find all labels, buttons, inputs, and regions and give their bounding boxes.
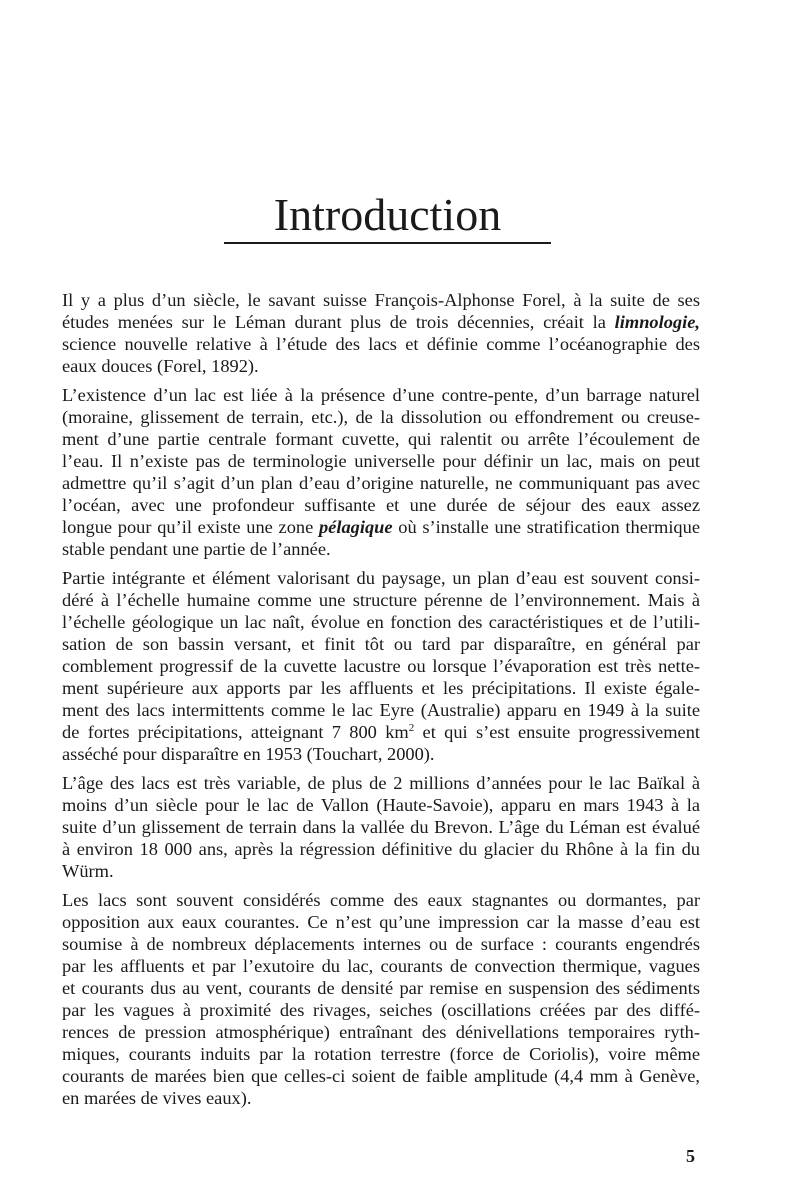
body-text <box>62 289 700 1116</box>
text-line: Würm. <box>62 861 114 881</box>
text-segment: où s’installe une stratification thermique <box>392 517 700 537</box>
text-segment: études menées sur le Léman durant plus de trois décennies, créait la <box>62 312 615 332</box>
text-line: l’océan, avec une profondeur suffisante et une durée de séjour des eaux assez <box>62 495 700 515</box>
text-line: L’existence d’un lac est liée à la présence d’une contre-pente, d’un barrage naturel <box>62 385 700 405</box>
text-line: stable pendant une partie de l’année. <box>62 539 331 559</box>
paragraph <box>62 889 700 1109</box>
text-line: l’eau. Il n’existe pas de terminologie universelle pour définir un lac, mais on peut <box>62 451 700 471</box>
text-line: moins d’un siècle pour le lac de Vallon (Haute-Savoie), apparu en mars 1943 à la <box>62 795 700 815</box>
emphasized-term: pélagique <box>318 517 393 537</box>
text-line <box>62 311 700 333</box>
text-line: en marées de vives eaux). <box>62 1088 252 1108</box>
text-line: l’échelle géologique un lac naît, évolue en fonction des caractéristiques et de l’utili- <box>62 612 700 632</box>
chapter-title: Introduction <box>273 189 502 240</box>
text-line <box>62 516 700 538</box>
paragraph <box>62 567 700 765</box>
text-line: ment supérieure aux apports par les affluents et les précipitations. Il existe égale- <box>62 678 700 698</box>
text-line: miques, courants induits par la rotation terrestre (force de Coriolis), voire même <box>62 1044 700 1064</box>
text-line: comblement progressif de la cuvette lacustre ou lorsque l’évaporation est très nette- <box>62 656 700 676</box>
text-line: admettre qu’il s’agit d’un plan d’eau d’origine naturelle, ne communiquant pas avec <box>62 473 700 493</box>
text-line: ment des lacs intermittents comme le lac Eyre (Australie) apparu en 1949 à la suite <box>62 700 700 720</box>
text-line: soumise à de nombreux déplacements internes ou de surface : courants engendrés <box>62 934 700 954</box>
text-line: sation de son bassin versant, et finit tôt ou tard par disparaître, en général par <box>62 634 700 654</box>
text-segment: de fortes précipitations, atteignant 7 800 km <box>62 722 409 742</box>
paragraph <box>62 384 700 560</box>
text-line: L’âge des lacs est très variable, de plus de 2 millions d’années pour le lac Baïkal à <box>62 773 700 793</box>
text-line: Les lacs sont souvent considérés comme des eaux stagnantes ou dormantes, par <box>62 890 700 910</box>
text-line: déré à l’échelle humaine comme une structure pérenne de l’environnement. Mais à <box>62 590 700 610</box>
text-line: Il y a plus d’un siècle, le savant suisse François-Alphonse Forel, à la suite de ses <box>62 290 700 310</box>
title-underline <box>224 242 551 244</box>
superscript: 2 <box>408 722 415 734</box>
emphasized-term: limnologie, <box>614 312 700 332</box>
text-segment: et qui s’est ensuite progressivement <box>414 722 700 742</box>
text-line: rences de pression atmosphérique) entraînant des dénivellations temporaires ryth- <box>62 1022 700 1042</box>
text-line: et courants dus au vent, courants de densité par remise en suspension des sédiments <box>62 978 700 998</box>
paragraph <box>62 772 700 882</box>
text-line: opposition aux eaux courantes. Ce n’est qu’une impression car la masse d’eau est <box>62 912 700 932</box>
text-line: Partie intégrante et élément valorisant du paysage, un plan d’eau est souvent consi- <box>62 568 700 588</box>
text-line: science nouvelle relative à l’étude des lacs et définie comme l’océanographie des <box>62 334 700 354</box>
page-number: 5 <box>686 1146 695 1166</box>
text-line: eaux douces (Forel, 1892). <box>62 356 259 376</box>
text-line: suite d’un glissement de terrain dans la vallée du Brevon. L’âge du Léman est évalué <box>62 817 700 837</box>
text-line: courants de marées bien que celles-ci soient de faible amplitude (4,4 mm à Genève, <box>62 1066 700 1086</box>
text-segment: longue pour qu’il existe une zone <box>62 517 319 537</box>
text-line: (moraine, glissement de terrain, etc.), de la dissolution ou effondrement ou creuse- <box>62 407 700 427</box>
text-line: ment d’une partie centrale formant cuvette, qui ralentit ou arrête l’écoulement de <box>62 429 700 449</box>
paragraph <box>62 289 700 377</box>
text-line: à environ 18 000 ans, après la régression définitive du glacier du Rhône à la fin du <box>62 839 700 859</box>
text-line <box>62 721 700 743</box>
text-line: asséché pour disparaître en 1953 (Touchart, 2000). <box>62 744 435 764</box>
text-line: par les affluents et par l’exutoire du lac, courants de convection thermique, vagues <box>62 956 700 976</box>
text-line: par les vagues à proximité des rivages, seiches (oscillations créées par des diffé- <box>62 1000 700 1020</box>
